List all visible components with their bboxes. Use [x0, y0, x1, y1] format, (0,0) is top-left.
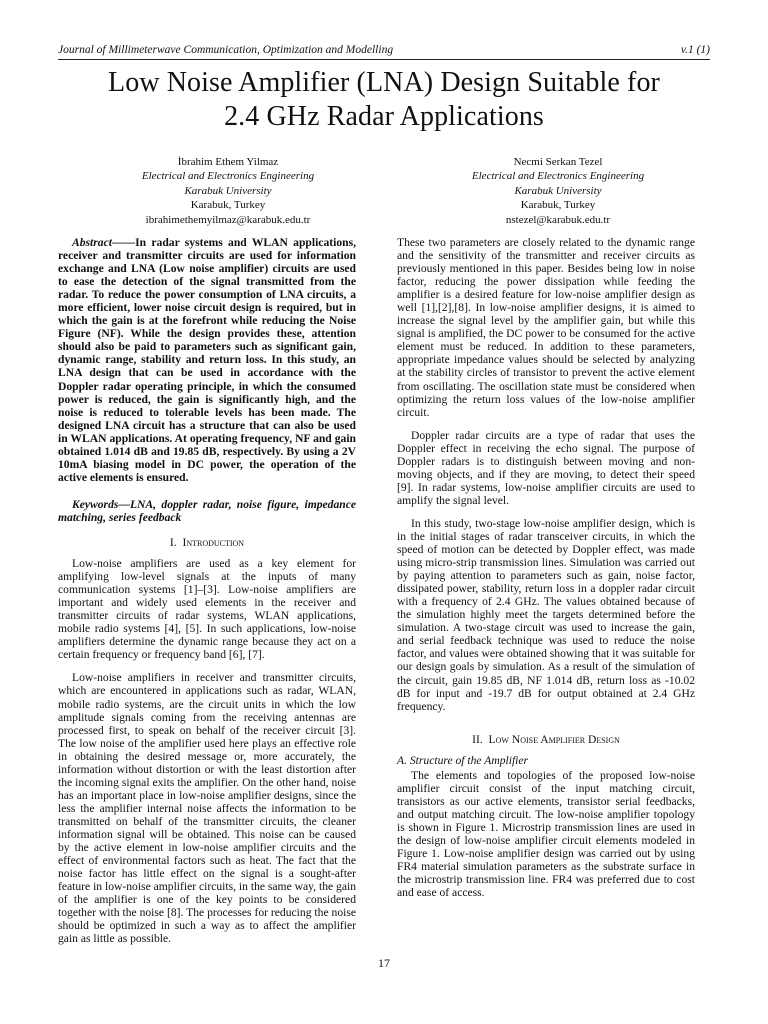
keywords: Keywords—LNA, doppler radar, noise figure, impedance matching, series feedback [58, 497, 356, 524]
section-heading-1 [58, 536, 356, 549]
journal-name: Journal of Millimeterwave Communication, Optimization and Modelling [58, 44, 394, 56]
section-number: I. [169, 535, 177, 549]
running-header [58, 43, 710, 60]
section-title: Introduction [182, 535, 245, 549]
subsection-heading: A. Structure of the Amplifier [397, 753, 529, 767]
body-paragraph: In this study, two-stage low-noise amplifier design, which is in the initial stages of radar transceiver circuits, in which the speed of motion can be detected by Doppler effect, was made using micro-strip transmission lines. Simulation was carried out by paying attention to parameters such as gain, noise factor, dissipated power, stability, return loss in a doppler radar circuit with a frequency of 2.4 GHz. The values obtained because of the simulation highly meet the targets determined before the simulation. A two-stage circuit was used to increase the gain, and serial feedback technique was used to reduce the noise factor, and values were obtained showing that it was suitable for our design goals by simulation. As a result of the simulation of the circuit, gain 19.85 dB, NF 1.014 dB, return loss as -10.02 dB for input and -19.7 dB for output obtained at 2.4 GHz frequency. [397, 516, 695, 713]
author-email[interactable]: ibrahimethemyilmaz@karabuk.edu.tr [145, 213, 311, 226]
page-number: 17 [378, 956, 390, 970]
section-number: II. [472, 732, 483, 746]
title-line-1: Low Noise Amplifier (LNA) Design Suitable for [108, 67, 660, 98]
author-block-1 [88, 155, 368, 227]
section-title: Low Noise Amplifier Design [488, 732, 620, 746]
intro-paragraph-1: Low-noise amplifiers are used as a key element for amplifying low-level signals at the inputs of many communication systems [1]–[3]. Low-noise amplifiers are important and widely used elements in the receiver and transmitter circuits of radar systems, WLAN applications, mobile radio systems [4], [5]. In such applications, low-noise amplifiers determine the dynamic range because they act on a certain frequency or frequency band [6], [7]. [58, 557, 356, 662]
author-name: Necmi Serkan Tezel [513, 156, 603, 168]
title-line-2: 2.4 GHz Radar Applications [224, 101, 544, 132]
body-paragraph: Doppler radar circuits are a type of radar that uses the Doppler effect in receiving the echo signal. The purpose of Doppler radars is to distinguish between moving and non-moving objects, and if they are moving, to detect their speed [9]. In radar systems, low-noise amplifier circuits are used to amplify the signal level. [397, 428, 695, 507]
body-paragraph: The elements and topologies of the proposed low-noise amplifier circuit consist of the input matching circuit, transistors as our active elements, transistor serial feedbacks, and output matching circuit. The low-noise amplifier topology is shown in Figure 1. Microstrip transmission lines are used in the design of low-noise amplifier circuit elements modeled in Figure 1. Low-noise amplifier design was carried out by using FR4 material simulation parameters as the substrate surface in the microstrip transmission line. FR4 was preferred due to cost and ease of access. [397, 768, 695, 900]
abstract-dash: —— [111, 236, 136, 249]
paper-title [40, 66, 728, 134]
author-location: Karabuk, Turkey [520, 199, 596, 212]
author-location: Karabuk, Turkey [190, 199, 266, 212]
intro-paragraph-2: Low-noise amplifiers in receiver and transmitter circuits, which are encountered in applications such as radar, WLAN, mobile radio systems, are the circuit units in which the low amplitude signals coming from the receiving antennas are processed first, to speak on behalf of the receiver circuit [3]. The low noise of the amplifier used here plays an effective role in obtaining the desired message or, more accurately, the information without distortion or with the least distortion after the incoming signal exits the amplifier. On the other hand, noise has an important place in low-noise amplifier designs, since the less the amplifier internal noise affects the information to be transmitted on behalf of the transmitter circuits, the cleaner information signal will be obtained. This noise can be caused by the active element in low-noise amplifier circuits and the effect of environmental factors such as heat. The fact that the noise factor has little effect on the signal is a sought-after feature in low-noise amplifier circuits, in the same way, the gain of the amplifier is one of the key points to be considered together with the noise [8]. The processes for reducing the noise should be optimized in such a way as to affect the amplifier gain as little as possible. [58, 671, 357, 946]
section-heading-2 [397, 733, 695, 746]
abstract [58, 236, 356, 484]
abstract-text: In radar systems and WLAN applications, receiver and transmitter circuits are used for information exchange and LNA (Low noise amplifier) circuits are used to ease the detection of the signal transmitted from the radar. To reduce the power consumption of LNA circuits, a more efficient, lower noise circuit design is required, but in which the gain is at the forefront while reducing the Noise Figure (NF). While the design provides these, attention should also be paid to parameters such as significant gain, dynamic range, stability and return loss. In this study, an LNA design that can be used in accordance with the Doppler radar operating principle, in which the consumed power is reduced, the gain is significantly high, and the noise is reduced to tolerable levels has been made. The designed LNA circuit has a structure that can also be used in WLAN applications. At operating frequency, NF and gain obtained 1.014 dB and 19.85 dB, respectively. By using a 2V 10mA biasing model in DC power, the operation of the active elements is ensured. [58, 236, 356, 484]
left-column [58, 236, 356, 945]
author-block-2 [418, 155, 698, 227]
author-name: İbrahim Ethem Yilmaz [177, 156, 279, 168]
author-university: Karabuk University [514, 184, 602, 197]
author-email[interactable]: nstezel@karabuk.edu.tr [505, 213, 611, 226]
author-university: Karabuk University [184, 184, 272, 197]
body-paragraph: These two parameters are closely related to the dynamic range and the sensitivity of the transmitter and receiver circuits as previously mentioned in this paper. Besides being low in noise factor, reducing the power dissipation while feeding the amplifier is a desired feature for low-noise amplifier design as well [1],[2],[8]. In low-noise amplifier designs, it is aimed to increase the signal level by the amplifier gain, but while this signal is amplified, the DC power to be consumed for the active element must be reduced. In addition to these parameters, appropriate impedance values should be selected by analyzing at the stability circles of transistor to prevent the active element from oscillating. The oscillation state must be considered when optimizing the return loss values of the low-noise amplifier circuit. [397, 236, 695, 419]
author-department: Electrical and Electronics Engineering [141, 170, 315, 183]
right-column [397, 236, 695, 899]
abstract-label: Abstract [72, 236, 112, 249]
author-department: Electrical and Electronics Engineering [471, 170, 645, 183]
volume-label: v.1 (1) [680, 44, 710, 56]
